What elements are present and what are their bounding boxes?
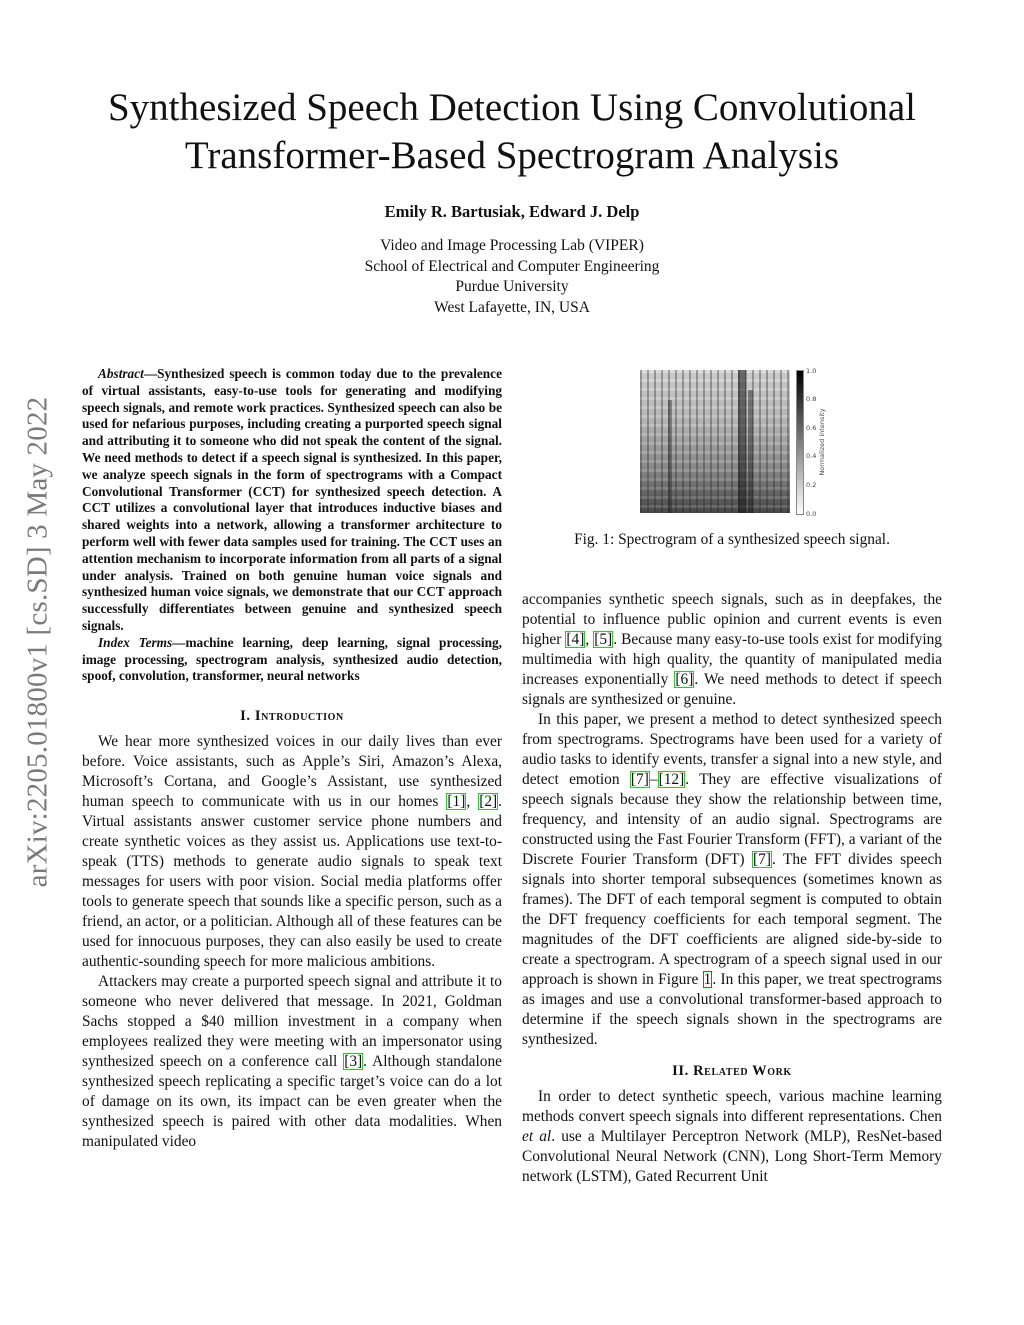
text-run: . In this paper, we treat spectrograms as images and use a convolutional transformer-based approach to determine if the speech signals shown in the spectrograms are synthesized.	[522, 971, 942, 1048]
text-run: . Because many easy-to-use tools exist for modifying multimedia with high quality, the quantity of manipulated media increases exponentially	[522, 631, 943, 688]
abstract-text: —Synthesized speech is common today due to the prevalence of virtual assistants, easy-to-use tools for generating and modifying speech signals, and remote work practices. Synthesized speech can also be used for nefarious purposes, including creating a purported speech signal and attributing it to someone who did not speak the content of the signal. We need methods to detect if a speech signal is synthesized. In this paper, we analyze speech signals in the form of spectrograms with a Compact Convolutional Transformer (CCT) for synthesized speech detection. A CCT utilizes a convolutional layer that introduces inductive biases and shared weights into a network, allowing a transformer architecture to perform well with fewer data samples used for training. The CCT uses an attention mechanism to incorporate information from all parts of a signal under analysis. Trained on both genuine human voice signals and synthesized human voice signals, we demonstrate that our CCT approach successfully differentiates between genuine and synthesized speech signals.	[82, 366, 502, 633]
right-column	[522, 590, 942, 1187]
citation-link[interactable]: [2]	[479, 793, 498, 811]
section-heading-introduction	[82, 708, 502, 725]
affiliation	[80, 236, 944, 318]
index-terms-label: Index Terms	[98, 634, 173, 650]
text-run: . Virtual assistants answer customer service phone numbers and create synthetic voices as they assist us. Applications use text-to-speak (TTS) methods to generate audio signals to speak text messages for users with poor vision. Social media platforms offer tools to generate speech that sounds like a specific person, such as a friend, an actor, or a politician. Although all of these features can be used for innocuous purposes, they can also easily be used to create authentic-sounding speech for more malicious ambitions.	[82, 793, 503, 971]
figure-caption: Fig. 1: Spectrogram of a synthesized speech signal.	[574, 531, 890, 548]
spectrogram-burst	[738, 370, 746, 513]
text-run: . The FFT divides speech signals into shorter temporal subsequences (sometimes known as frames). The DFT of each temporal segment is computed to obtain the DFT frequency coefficients for each temporal segment. The magnitudes of the DFT coefficients are aligned side-by-side to create a spectrogram. A spectrogram of a speech signal used in our approach is shown in Figure	[522, 851, 942, 988]
right-paragraph-1	[522, 590, 942, 710]
text-run: . Although standalone synthesized speech replicating a specific target’s voice can do a lot of damage on its own, its impact can be even greater when the synthesized speech is paired with other data modalities. When manipulated video	[82, 1053, 502, 1151]
citation-link[interactable]: [6]	[675, 671, 694, 688]
section-numeral: II.	[672, 1063, 694, 1079]
colorbar-tick: 0.0	[806, 510, 817, 518]
citation-link[interactable]: [7]	[630, 771, 649, 788]
related-paragraph-1	[522, 1087, 942, 1187]
affiliation-line: West Lafayette, IN, USA	[434, 298, 590, 316]
citation-link[interactable]: [4]	[566, 631, 585, 648]
paper-title	[80, 84, 944, 180]
citation-link[interactable]: [7]	[753, 851, 771, 868]
text-run: Attackers may create a purported speech signal and attribute it to someone who never delivered that message. In 2021, Goldman Sachs stopped a $40 million investment in a company when employees realized they were meeting with an impersonator using synthesized speech on a conference call	[82, 973, 502, 1071]
right-paragraph-2	[522, 710, 942, 1050]
affiliation-line: School of Electrical and Computer Engineering	[364, 257, 660, 275]
arxiv-sidebar	[8, 352, 68, 932]
colorbar-tick: 0.8	[806, 395, 817, 403]
affiliation-line: Video and Image Processing Lab (VIPER)	[380, 237, 644, 254]
title-line-1: Synthesized Speech Detection Using Convolutional	[107, 86, 917, 129]
text-run: In this paper, we present a method to detect synthesized speech from spectrograms. Spectrograms have been used for a variety of audio tasks to identify events, transfer a signal into a new style, and detect emotion	[522, 711, 942, 788]
text-run: . We need methods to detect if speech signals are synthesized or genuine.	[522, 671, 942, 708]
citation-link[interactable]: [3]	[344, 1053, 363, 1071]
citation-link[interactable]: [12]	[658, 771, 685, 788]
text-run: ,	[585, 631, 594, 648]
spectrogram-burst	[668, 400, 672, 513]
citation-link[interactable]: [1]	[447, 793, 466, 811]
index-terms	[82, 635, 502, 685]
section-numeral: I.	[240, 708, 255, 725]
colorbar-tick: 0.2	[806, 481, 817, 489]
arxiv-identifier: arXiv:2205.01800v1 [cs.SD] 3 May 2022	[21, 396, 54, 888]
spectrogram-burst	[748, 390, 753, 513]
section-title: Related Work	[693, 1063, 792, 1079]
figure-reference-link[interactable]: 1	[703, 971, 712, 988]
emphasis: et al	[522, 1128, 552, 1145]
section-heading-related-work	[522, 1063, 942, 1080]
section-title: Introduction	[254, 708, 344, 725]
text-run: accompanies synthetic speech signals, such as in deepfakes, the potential to influence public opinion and current events is even higher	[522, 591, 942, 648]
text-run: In order to detect synthetic speech, various machine learning methods convert speech signals into different representations. Chen	[522, 1088, 942, 1125]
spectrogram-image	[640, 370, 790, 513]
text-run: –	[649, 771, 658, 788]
intro-paragraph-1	[82, 732, 502, 972]
colorbar-tick: 0.4	[806, 452, 817, 460]
abstract	[82, 366, 502, 635]
text-run: We hear more synthesized voices in our daily lives than ever before. Voice assistants, such as Apple’s Siri, Amazon’s Alexa, Microsoft’s Cortana, and Google’s Assistant, use synthesized human speech to communicate with us in our homes	[82, 733, 502, 811]
left-column	[82, 366, 502, 1152]
intro-paragraph-2	[82, 972, 502, 1152]
title-line-2: Transformer-Based Spectrogram Analysis	[184, 134, 840, 177]
spectrogram-stripes	[640, 370, 790, 513]
abstract-label: Abstract	[98, 366, 144, 381]
colorbar-tick: 1.0	[806, 367, 817, 375]
colorbar-tick: 0.6	[806, 424, 817, 432]
figure-spectrogram	[600, 364, 860, 524]
text-run: . They are effective visualizations of speech signals because they show the relationship between time, frequency, and intensity of an audio signal. Spectrograms are constructed using the Fast Fourier Transform (FFT), a variant of the Discrete Fourier Transform (DFT)	[522, 771, 942, 868]
authors: Emily R. Bartusiak, Edward J. Delp	[384, 202, 640, 221]
text-run: . use a Multilayer Perceptron Network (MLP), ResNet-based Convolutional Neural Network (CNN), Long Short-Term Memory network (LSTM), Gated Recurrent Unit	[522, 1128, 942, 1185]
text-run: ,	[466, 793, 479, 811]
colorbar-label: Normalized intensity	[818, 408, 826, 476]
colorbar	[796, 370, 804, 515]
index-terms-text: —machine learning, deep learning, signal processing, image processing, spectrogram analysis, synthesized audio detection, spoof, convolution, transformer, neural networks	[82, 634, 502, 684]
affiliation-line: Purdue University	[455, 278, 569, 295]
citation-link[interactable]: [5]	[594, 631, 613, 648]
